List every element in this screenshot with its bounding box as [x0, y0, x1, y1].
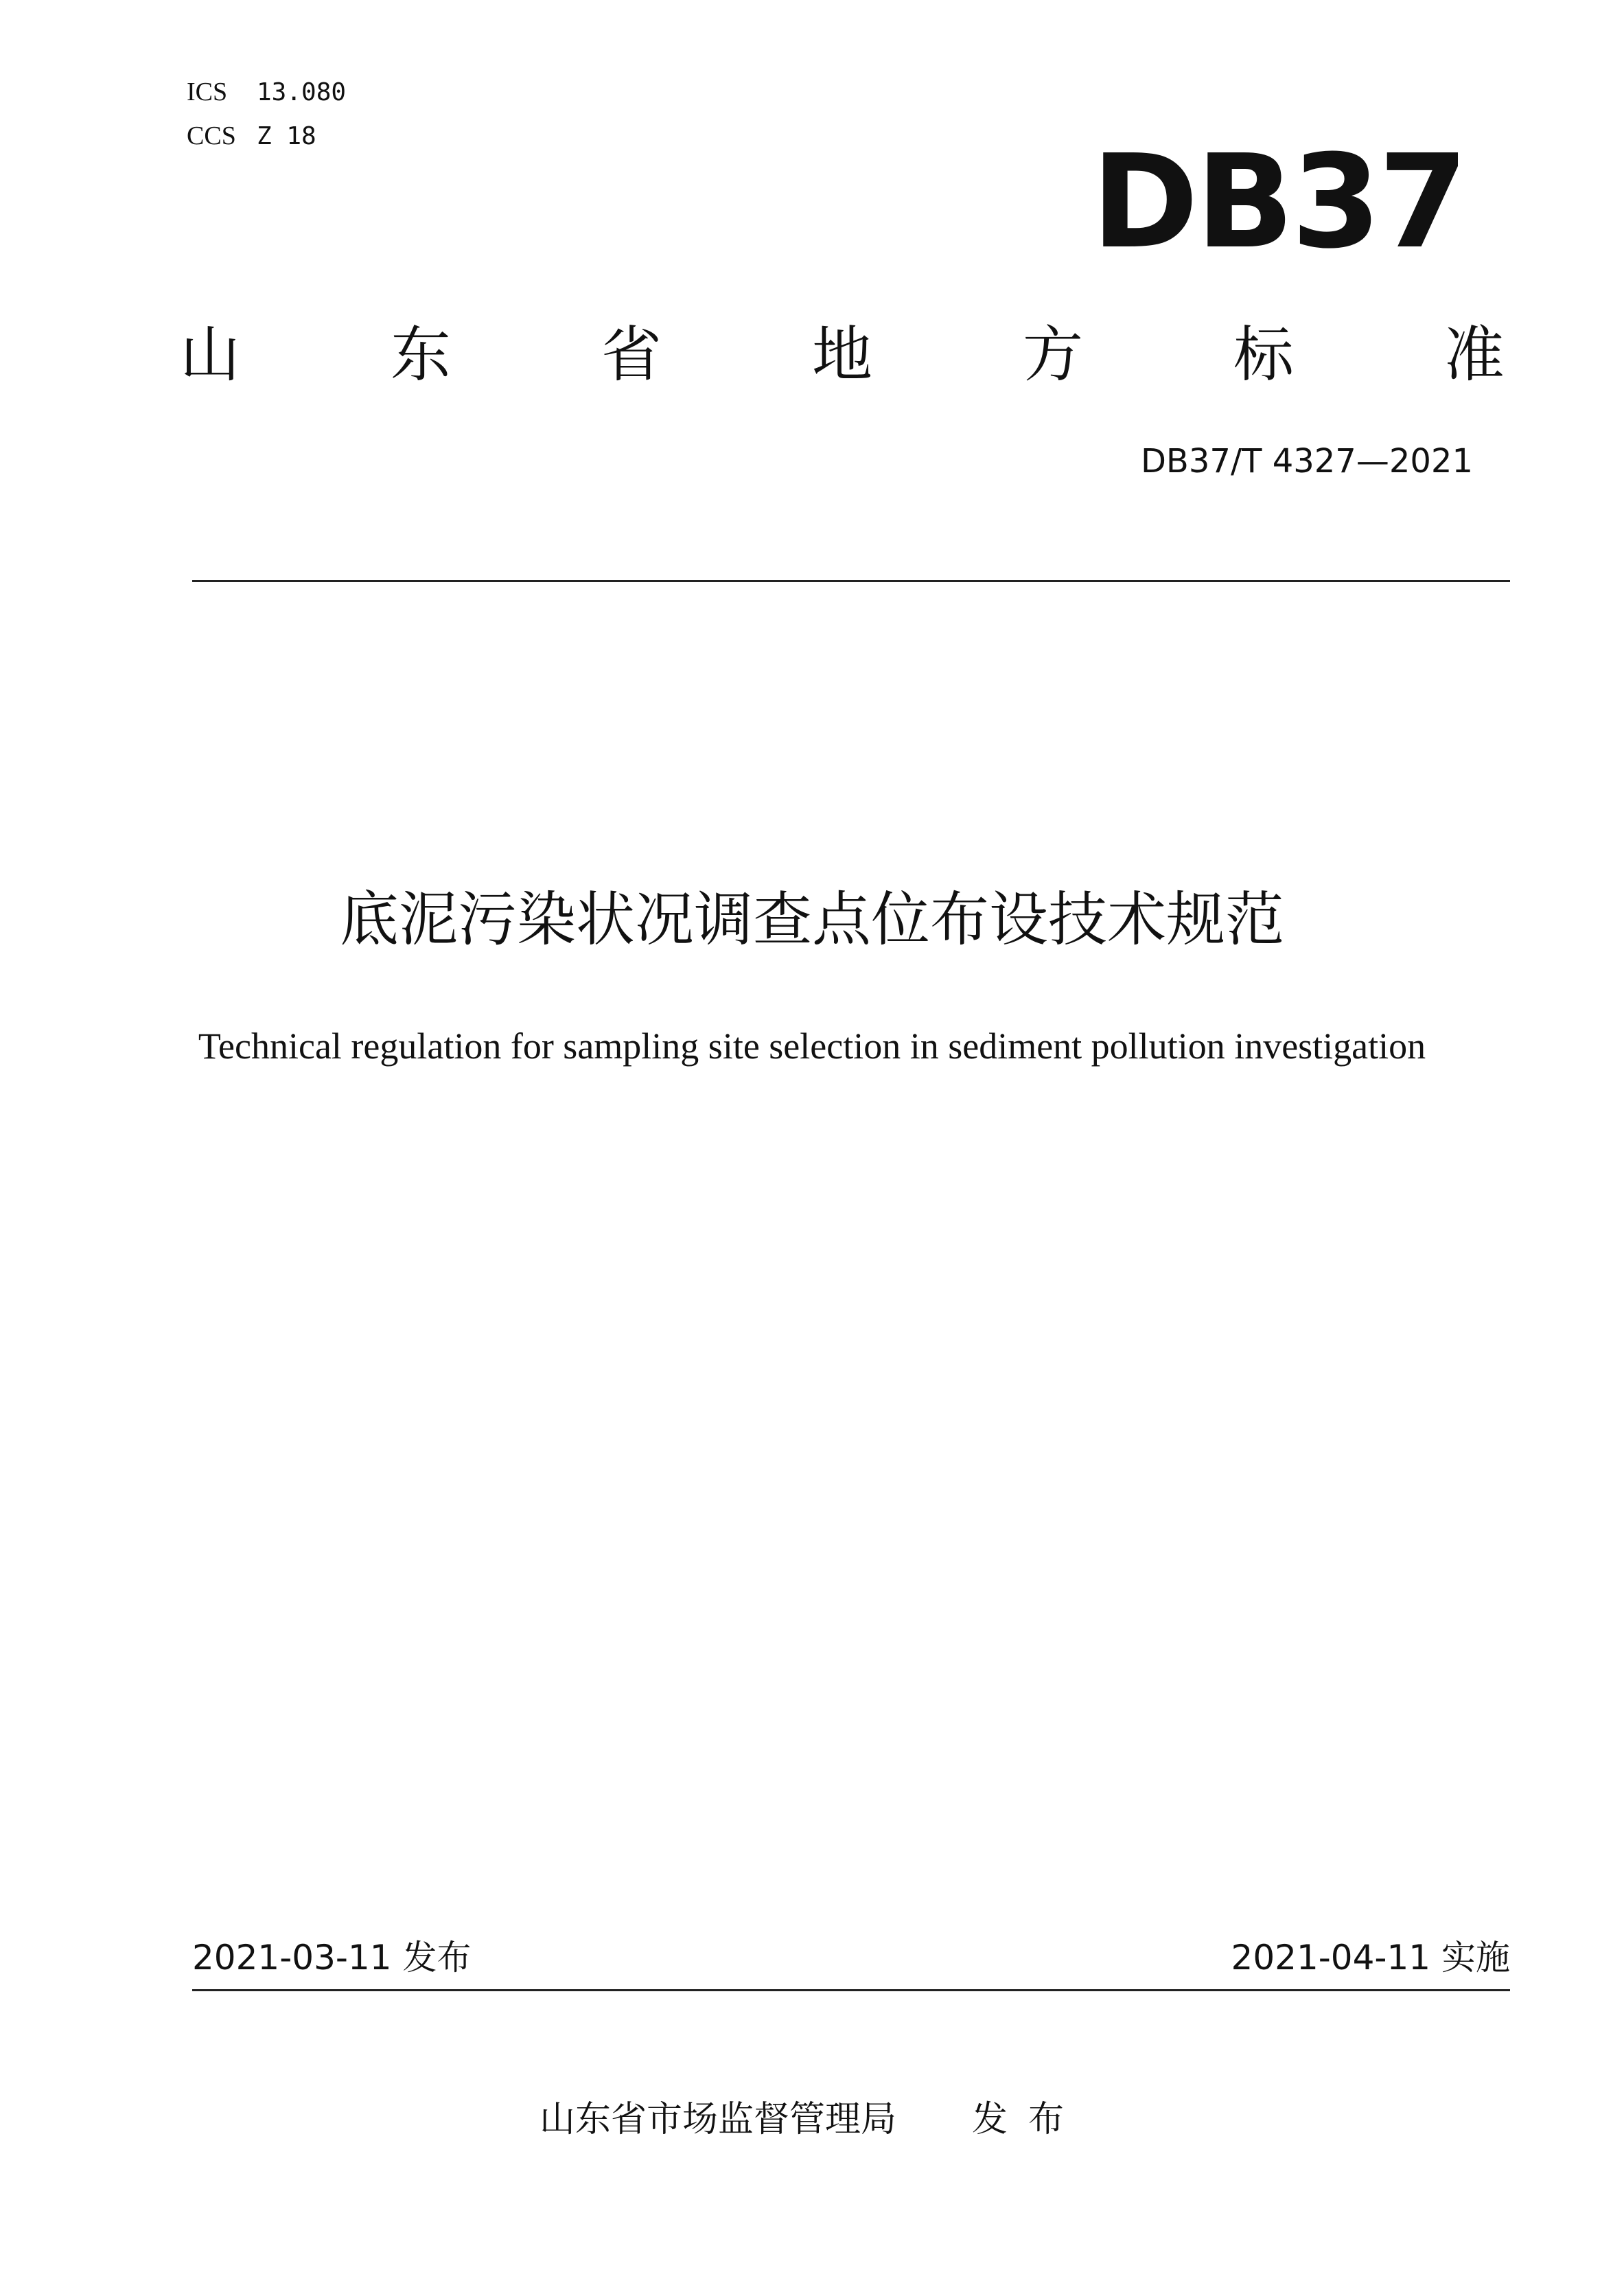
ccs-code — [187, 121, 316, 152]
implement-date: 2021-04-11 实施 — [1231, 1938, 1510, 1978]
ics-code — [187, 77, 346, 108]
standard-type-title — [180, 317, 1505, 393]
document-title-chinese: 底泥污染状况调查点位布设技术规范 — [340, 885, 1284, 954]
standard-number: DB37/T 4327—2021 — [1140, 442, 1473, 480]
publisher-name: 山东省市场监督管理局 — [539, 2099, 896, 2140]
standard-type-char: 山 — [180, 319, 241, 390]
ics-label: ICS — [187, 78, 228, 106]
publish-date: 2021-03-11 发布 — [192, 1938, 472, 1978]
standard-type-char: 地 — [811, 319, 872, 390]
footer-divider — [192, 1989, 1510, 1991]
standard-type-char: 省 — [601, 319, 662, 390]
standard-type-char: 准 — [1443, 319, 1505, 390]
document-title-english: Technical regulation for sampling site selection in sediment pollution investigation — [198, 1025, 1426, 1067]
publisher-line — [0, 2097, 1624, 2142]
standard-type-char: 标 — [1233, 319, 1294, 390]
ccs-label: CCS — [187, 121, 236, 150]
standard-type-char: 方 — [1022, 319, 1083, 390]
db-code-logo: DB37 — [1091, 127, 1465, 277]
header-divider — [192, 580, 1510, 582]
publisher-issue-label: 发布 — [972, 2099, 1085, 2140]
ics-value: 13.080 — [257, 78, 347, 106]
ccs-value: Z 18 — [257, 122, 316, 150]
standard-type-char: 东 — [390, 319, 451, 390]
